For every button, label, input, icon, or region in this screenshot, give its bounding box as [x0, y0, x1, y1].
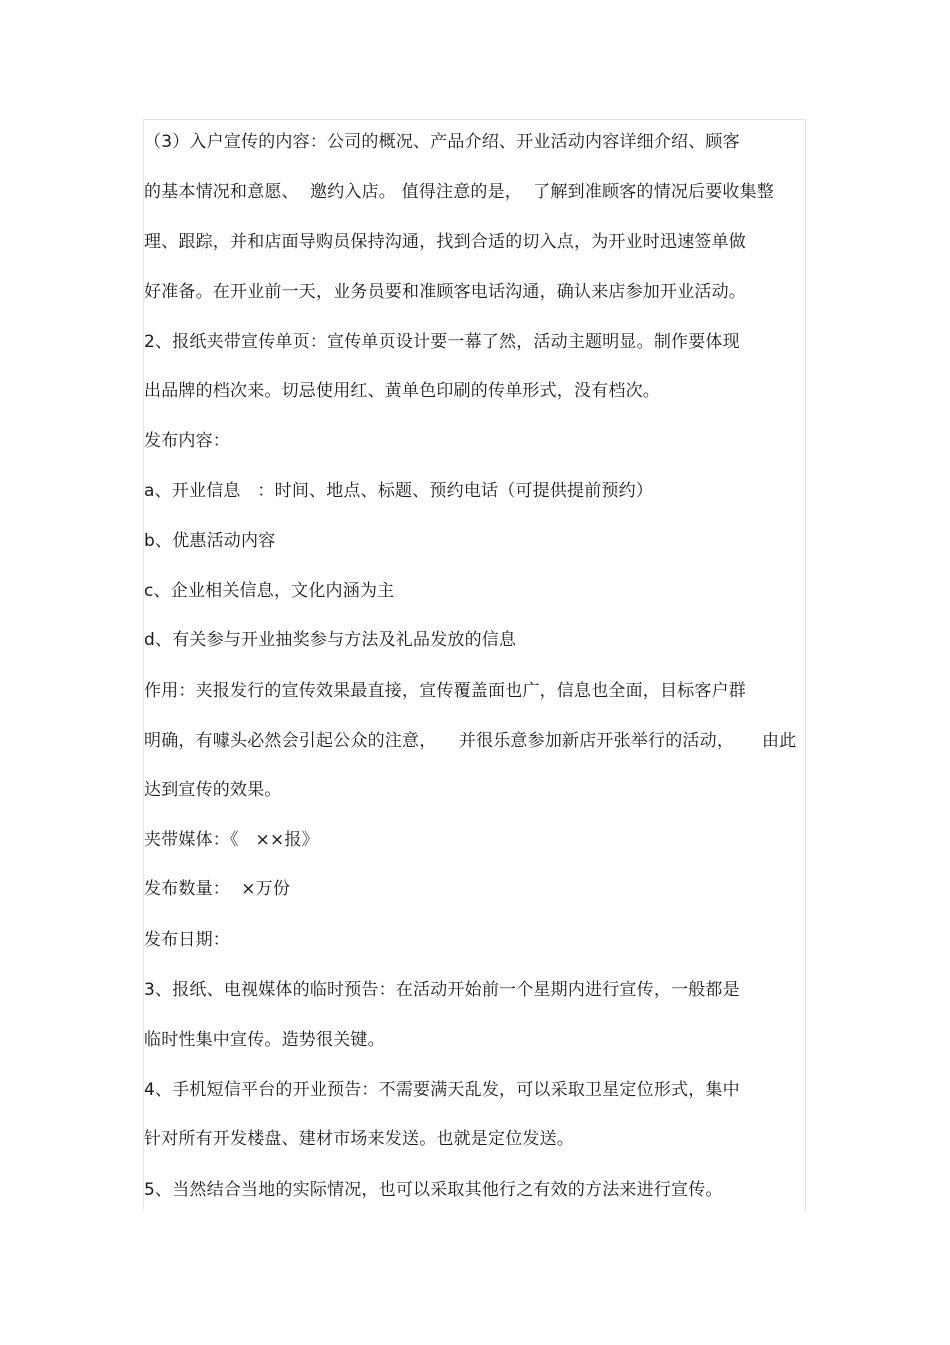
text-line-17: 发布日期：: [144, 930, 230, 950]
text-line-20: 4、手机短信平台的开业预告：不需要满天乱发，可以采取卫星定位形式，集中: [144, 1080, 740, 1100]
text-line-14: 达到宣传的效果。: [144, 780, 282, 800]
text-line-6: 出品牌的档次来。切忌使用红、黄单色印刷的传单形式，没有档次。: [144, 381, 660, 401]
text-line-3: 理、跟踪，并和店面导购员保持沟通，找到合适的切入点，为开业时迅速签单做: [144, 232, 746, 252]
text-line-4: 好准备。在开业前一天，业务员要和准顾客电话沟通，确认来店参加开业活动。: [144, 282, 746, 302]
text-line-12: 作用：夹报发行的宣传效果最直接，宣传覆盖面也广，信息也全面，目标客户群: [144, 681, 746, 701]
text-line-21: 针对所有开发楼盘、建材市场来发送。也就是定位发送。: [144, 1129, 574, 1149]
text-line-13: 明确，有噱头必然会引起公众的注意， 并很乐意参加新店开张举行的活动， 由此: [144, 731, 797, 751]
text-line-19: 临时性集中宣传。造势很关键。: [144, 1030, 385, 1050]
text-line-11: d、有关参与开业抽奖参与方法及礼品发放的信息: [144, 630, 517, 650]
text-line-5: 2、报纸夹带宣传单页：宣传单页设计要一幕了然，活动主题明显。制作要体现: [144, 332, 740, 352]
text-line-8: a、开业信息 ：时间、地点、标题、预约电话（可提供提前预约）: [144, 481, 654, 501]
text-line-9: b、优惠活动内容: [144, 531, 276, 551]
text-line-22: 5、当然结合当地的实际情况，也可以采取其他行之有效的方法来进行宣传。: [144, 1180, 723, 1200]
text-line-1: （3）入户宣传的内容：公司的概况、产品介绍、开业活动内容详细介绍、顾客: [144, 132, 740, 152]
text-line-15: 夹带媒体：《 ××报》: [144, 830, 319, 850]
text-line-16: 发布数量： ×万份: [144, 879, 291, 899]
text-line-18: 3、报纸、电视媒体的临时预告：在活动开始前一个星期内进行宣传，一般都是: [144, 980, 740, 1000]
text-line-10: c、企业相关信息，文化内涵为主: [144, 581, 395, 601]
text-line-2: 的基本情况和意愿、 邀约入店。 值得注意的是， 了解到准顾客的情况后要收集整: [144, 182, 775, 202]
text-line-7: 发布内容：: [144, 431, 230, 451]
